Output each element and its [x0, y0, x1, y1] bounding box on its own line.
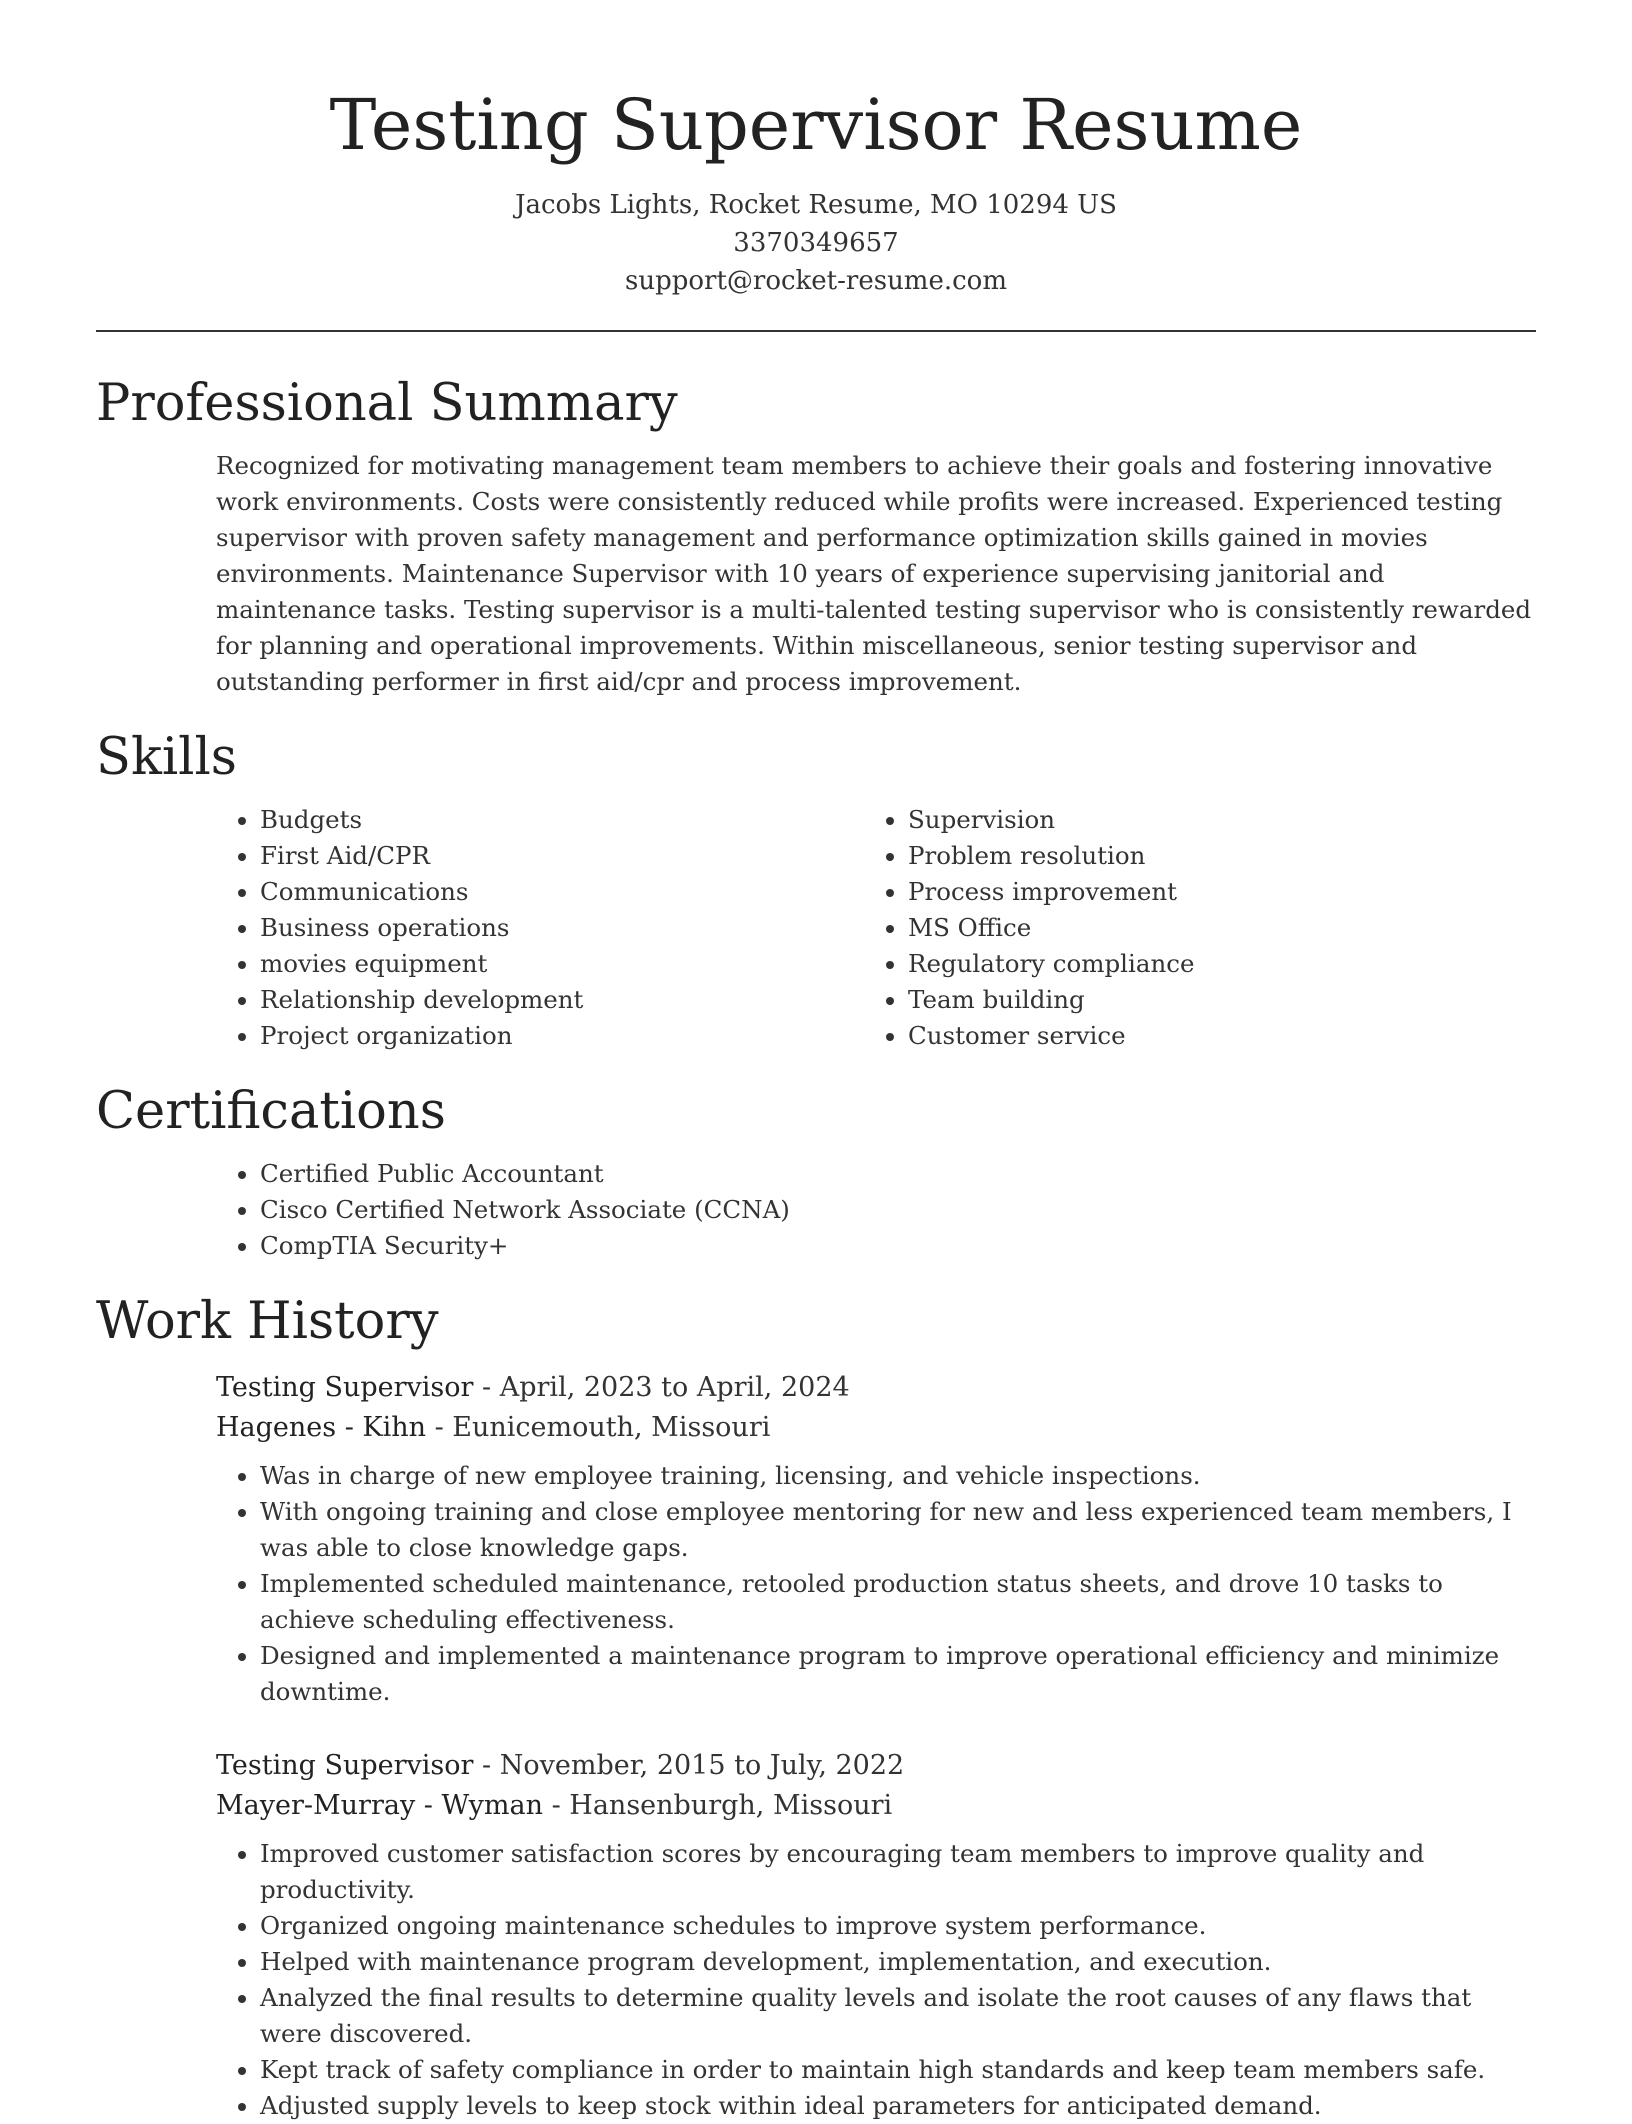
job-bullet: • Implemented scheduled maintenance, retooled production status sheets, and drove 10 tasks to achieve scheduling effectiveness. — [260, 1566, 1536, 1638]
skills-list-right — [746, 802, 1396, 1054]
job-title-line — [216, 1746, 1536, 1786]
skills-section — [96, 726, 1536, 1054]
job-title-line — [216, 1368, 1536, 1408]
job-bullet: • Analyzed the final results to determine quality levels and isolate the root causes of any flaws that were discovered. — [260, 1980, 1536, 2052]
job-company-line — [216, 1408, 1536, 1448]
skill-item: • MS Office — [908, 910, 1396, 946]
summary-text: Recognized for motivating management team members to achieve their goals and fostering innovative work environments. Costs were consistently reduced while profits were increased. Experienced testing supervisor with proven safety management and performance optimization skills gained in movies environments. Maintenance Supervisor with 10 years of experience supervising janitorial and maintenance tasks. Testing supervisor is a multi-talented testing supervisor who is consistently rewarded for planning and operational improvements. Within miscellaneous, senior testing supervisor and outstanding performer in first aid/cpr and process improvement. — [216, 451, 1532, 696]
skill-item: • Relationship development — [260, 982, 746, 1018]
certification-item: • Certified Public Accountant — [260, 1156, 1536, 1192]
job-title: Testing Supervisor — [216, 1750, 474, 1781]
skills-list-left — [96, 802, 746, 1054]
work-history-section — [96, 1290, 1536, 2124]
certification-item: • Cisco Certified Network Associate (CCNA) — [260, 1192, 1536, 1228]
skill-item: • movies equipment — [260, 946, 746, 982]
job-bullet: • Improved customer satisfaction scores by encouraging team members to improve quality and productivity. — [260, 1836, 1536, 1908]
contact-email: support@rocket-resume.com — [624, 266, 1007, 296]
job-location: - Hansenburgh, Missouri — [543, 1790, 893, 1821]
skill-item: • Supervision — [908, 802, 1396, 838]
job-bullets — [216, 1836, 1536, 2124]
job-location: - Eunicemouth, Missouri — [426, 1412, 771, 1443]
skill-item: • Project organization — [260, 1018, 746, 1054]
resume-page — [96, 0, 1536, 2124]
job-entry — [216, 1368, 1536, 1710]
certifications-section — [96, 1080, 1536, 1264]
certifications-heading: Certifications — [96, 1082, 446, 1141]
work-history-heading: Work History — [96, 1292, 439, 1351]
skill-item: • Regulatory compliance — [908, 946, 1396, 982]
resume-header — [96, 0, 1536, 332]
contact-address: Jacobs Lights, Rocket Resume, MO 10294 US — [515, 190, 1117, 220]
contact-block — [96, 186, 1536, 300]
job-dates: - November, 2015 to July, 2022 — [473, 1750, 905, 1781]
summary-heading: Professional Summary — [96, 374, 678, 433]
skill-item: • Process improvement — [908, 874, 1396, 910]
skill-item: • Team building — [908, 982, 1396, 1018]
resume-title: Testing Supervisor Resume — [329, 84, 1303, 166]
job-bullet: • Helped with maintenance program development, implementation, and execution. — [260, 1944, 1536, 1980]
job-title: Testing Supervisor — [216, 1372, 474, 1403]
job-company-line — [216, 1786, 1536, 1826]
job-bullet: • With ongoing training and close employee mentoring for new and less experienced team members, I was able to close knowledge gaps. — [260, 1494, 1536, 1566]
skill-item: • Budgets — [260, 802, 746, 838]
job-bullet: • Was in charge of new employee training, licensing, and vehicle inspections. — [260, 1458, 1536, 1494]
skill-item: • Business operations — [260, 910, 746, 946]
job-bullets — [216, 1458, 1536, 1710]
certifications-list — [96, 1156, 1536, 1264]
skill-item: • First Aid/CPR — [260, 838, 746, 874]
header-divider — [96, 330, 1536, 332]
job-entry — [216, 1746, 1536, 2124]
skills-heading: Skills — [96, 728, 237, 787]
job-bullet: • Designed and implemented a maintenance program to improve operational efficiency and minimize downtime. — [260, 1638, 1536, 1710]
job-bullet: • Kept track of safety compliance in order to maintain high standards and keep team members safe. — [260, 2052, 1536, 2088]
skills-columns — [96, 802, 1536, 1054]
job-dates: - April, 2023 to April, 2024 — [473, 1372, 850, 1403]
skill-item: • Customer service — [908, 1018, 1396, 1054]
job-bullet: • Adjusted supply levels to keep stock within ideal parameters for anticipated demand. — [260, 2088, 1536, 2124]
summary-section — [96, 372, 1536, 700]
job-bullet: • Organized ongoing maintenance schedules to improve system performance. — [260, 1908, 1536, 1944]
job-company: Hagenes - Kihn — [216, 1412, 427, 1443]
contact-phone: 3370349657 — [733, 228, 899, 258]
skill-item: • Communications — [260, 874, 746, 910]
job-company: Mayer-Murray - Wyman — [216, 1790, 543, 1821]
certification-item: • CompTIA Security+ — [260, 1228, 1536, 1264]
skill-item: • Problem resolution — [908, 838, 1396, 874]
